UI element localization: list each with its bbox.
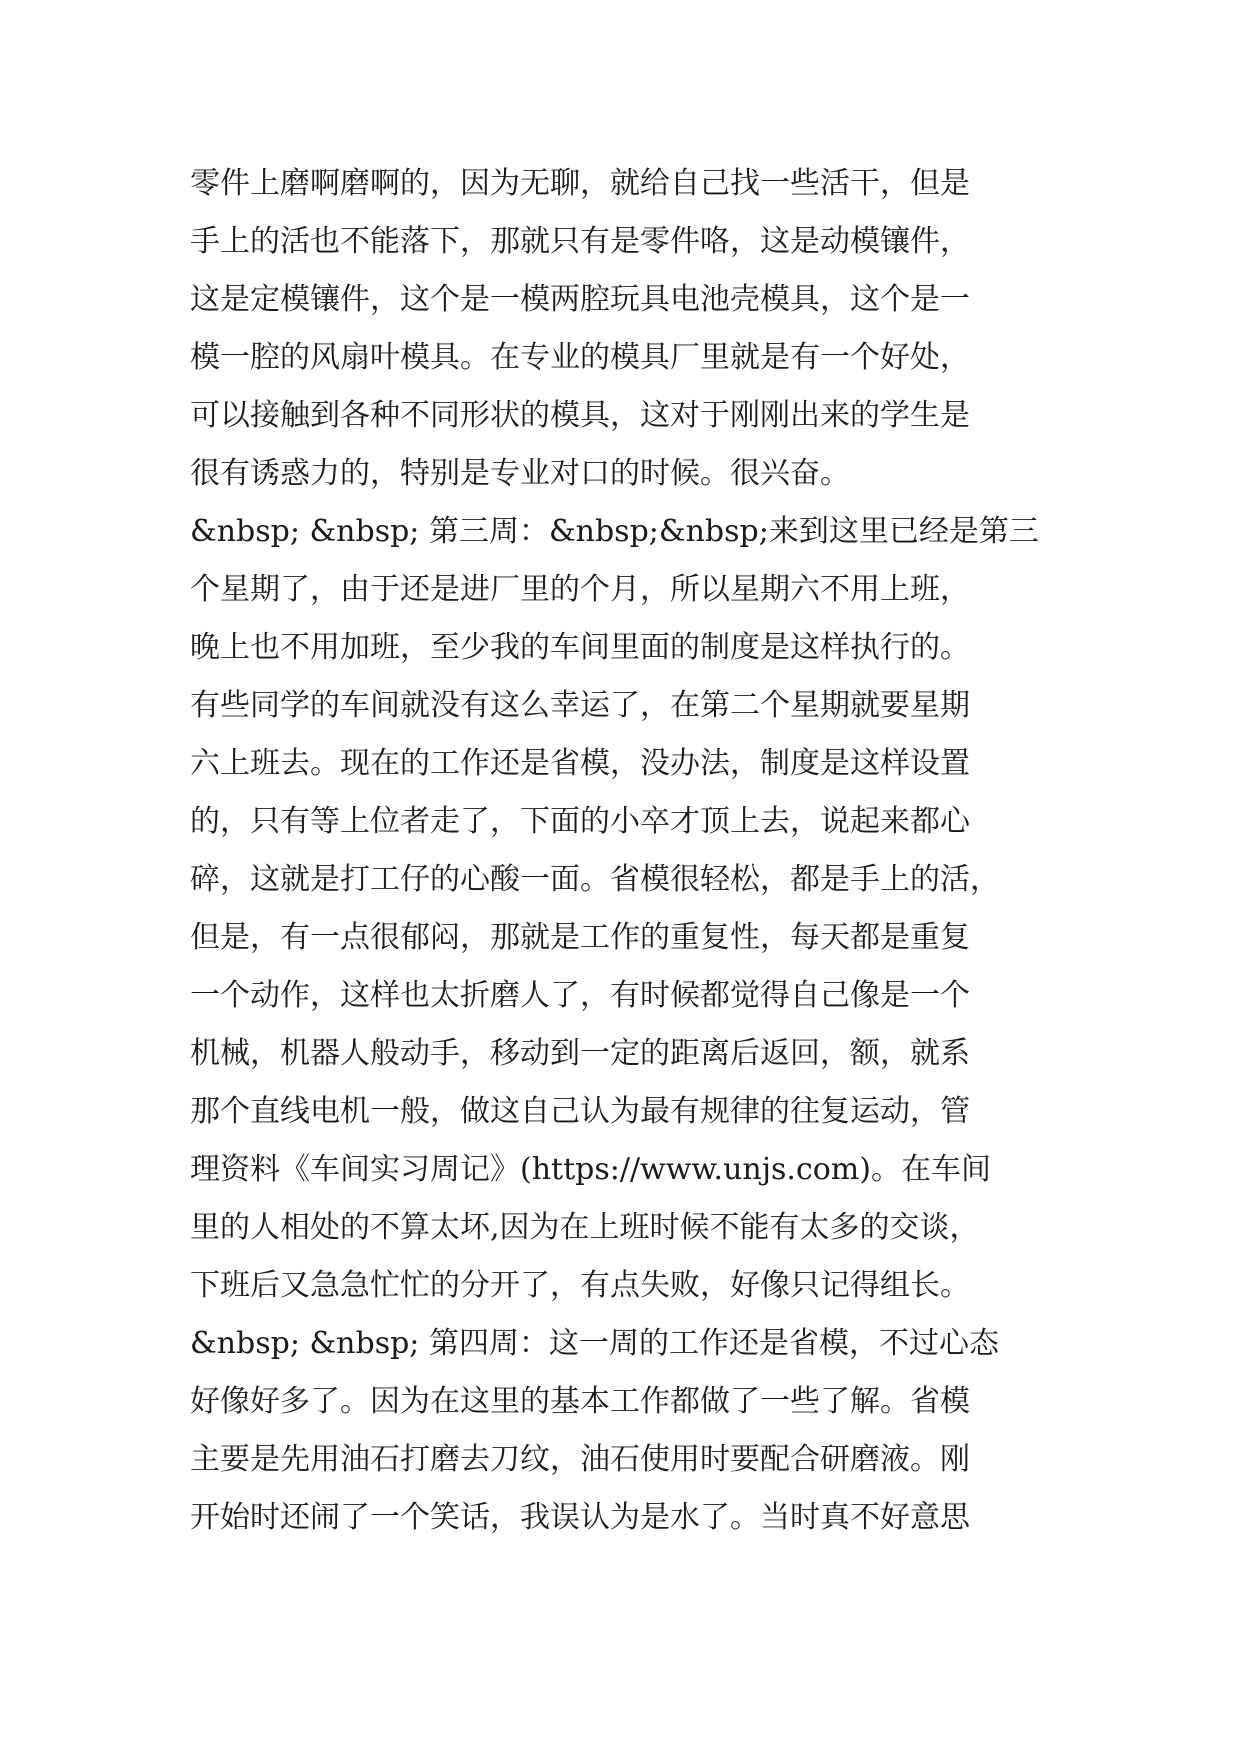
- text-line: 手上的活也不能落下，那就只有是零件咯，这是动模镶件，: [190, 224, 970, 259]
- text-line: 很有诱惑力的，特别是专业对口的时候。很兴奋。: [190, 456, 850, 491]
- text-line: 里的人相处的不算太坏,因为在上班时候不能有太多的交谈，: [190, 1210, 980, 1245]
- text-line: 模一腔的风扇叶模具。在专业的模具厂里就是有一个好处，: [190, 340, 970, 375]
- text-line: 但是，有一点很郁闷，那就是工作的重复性，每天都是重复: [190, 920, 970, 955]
- text-line: &nbsp; &nbsp; 第四周：这一周的工作还是省模，不过心态: [190, 1326, 999, 1361]
- text-line: 理资料《车间实习周记》(https://www.unjs.com)。在车间: [190, 1152, 991, 1187]
- text-line: 六上班去。现在的工作还是省模，没办法，制度是这样设置: [190, 746, 970, 781]
- text-line: 一个动作，这样也太折磨人了，有时候都觉得自己像是一个: [190, 978, 970, 1013]
- text-line: 的，只有等上位者走了，下面的小卒才顶上去，说起来都心: [190, 804, 970, 839]
- text-line: 碎，这就是打工仔的心酸一面。省模很轻松，都是手上的活，: [190, 862, 1000, 897]
- text-line: 好像好多了。因为在这里的基本工作都做了一些了解。省模: [190, 1384, 970, 1419]
- text-line: 开始时还闹了一个笑话，我误认为是水了。当时真不好意思: [190, 1500, 970, 1535]
- text-line: 机械，机器人般动手，移动到一定的距离后返回，额，就系: [190, 1036, 970, 1071]
- text-line: 那个直线电机一般，做这自己认为最有规律的往复运动，管: [190, 1094, 970, 1129]
- text-line: 主要是先用油石打磨去刀纹，油石使用时要配合研磨液。刚: [190, 1442, 970, 1477]
- text-line: 晚上也不用加班，至少我的车间里面的制度是这样执行的。: [190, 630, 970, 665]
- text-line: 零件上磨啊磨啊的，因为无聊，就给自己找一些活干，但是: [190, 166, 970, 201]
- body-text: [190, 155, 1070, 1547]
- text-line: 这是定模镶件，这个是一模两腔玩具电池壳模具，这个是一: [190, 282, 970, 317]
- text-line: 个星期了，由于还是进厂里的个月，所以星期六不用上班，: [190, 572, 970, 607]
- text-line: 有些同学的车间就没有这么幸运了，在第二个星期就要星期: [190, 688, 970, 723]
- text-line: &nbsp; &nbsp; 第三周：&nbsp;&nbsp;来到这里已经是第三: [190, 514, 1039, 549]
- text-line: 下班后又急急忙忙的分开了，有点失败，好像只记得组长。: [190, 1268, 970, 1303]
- text-line: 可以接触到各种不同形状的模具，这对于刚刚出来的学生是: [190, 398, 970, 433]
